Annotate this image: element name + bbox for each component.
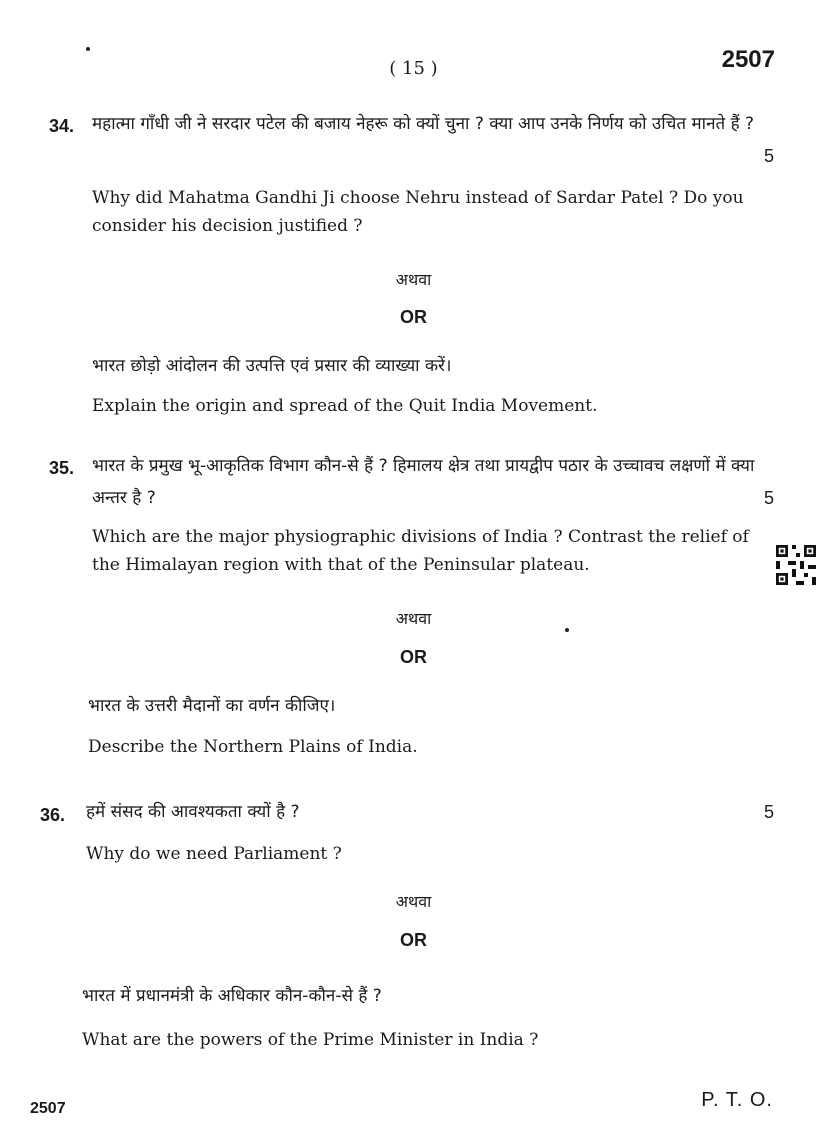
question-35-number: 35.: [49, 458, 75, 478]
or-hindi-2: अथवा: [395, 609, 432, 628]
print-speck: [565, 628, 569, 632]
or-english-1: OR: [400, 307, 427, 327]
page-number: ( 15 ): [389, 58, 438, 79]
question-36-english: Why do we need Parliament ?: [86, 844, 342, 864]
question-35-english: Which are the major physiographic divisions of India ? Contrast the relief of the Himalayan region with that of the Peninsular plateau.: [92, 527, 749, 575]
question-34-number: 34.: [49, 116, 75, 136]
paper-code-top: 2507: [721, 46, 775, 73]
question-34-marks: 5: [763, 146, 774, 166]
question-34-english: Why did Mahatma Gandhi Ji choose Nehru instead of Sardar Patel ? Do you consider his decision justified ?: [92, 188, 744, 236]
qr-code-icon: [776, 545, 816, 585]
question-36-number: 36.: [40, 805, 66, 825]
question-36-hindi: हमें संसद की आवश्यकता क्यों है ?: [86, 802, 300, 822]
question-34-hindi: महात्मा गाँधी जी ने सरदार पटेल की बजाय नेहरू को क्यों चुना ? क्या आप उनके निर्णय को उचित मानते हैं ?: [92, 114, 755, 134]
paper-code-bottom: 2507: [30, 1100, 66, 1117]
or-hindi-1: अथवा: [395, 270, 432, 289]
print-speck: [86, 47, 90, 51]
question-35-alt-hindi: भारत के उत्तरी मैदानों का वर्णन कीजिए।: [88, 696, 336, 716]
question-36-marks: 5: [763, 802, 774, 822]
question-36-alt-english: What are the powers of the Prime Minister in India ?: [82, 1030, 539, 1050]
question-34-alt-english: Explain the origin and spread of the Quit India Movement.: [92, 396, 598, 416]
question-34-alt-hindi: भारत छोड़ो आंदोलन की उत्पत्ति एवं प्रसार की व्याख्या करें।: [92, 356, 452, 376]
question-35-marks: 5: [763, 488, 774, 508]
or-english-3: OR: [400, 930, 427, 950]
pto-label: P. T. O.: [701, 1089, 773, 1111]
question-36-alt-hindi: भारत में प्रधानमंत्री के अधिकार कौन-कौन-से हैं ?: [82, 986, 382, 1006]
or-hindi-3: अथवा: [395, 892, 432, 911]
question-35-hindi: भारत के प्रमुख भू-आकृतिक विभाग कौन-से हैं ? हिमालय क्षेत्र तथा प्रायद्वीप पठार के उच्चावच लक्षणों में क्या अन्तर है ?: [92, 456, 755, 508]
or-english-2: OR: [400, 647, 427, 667]
question-35-alt-english: Describe the Northern Plains of India.: [88, 737, 418, 757]
